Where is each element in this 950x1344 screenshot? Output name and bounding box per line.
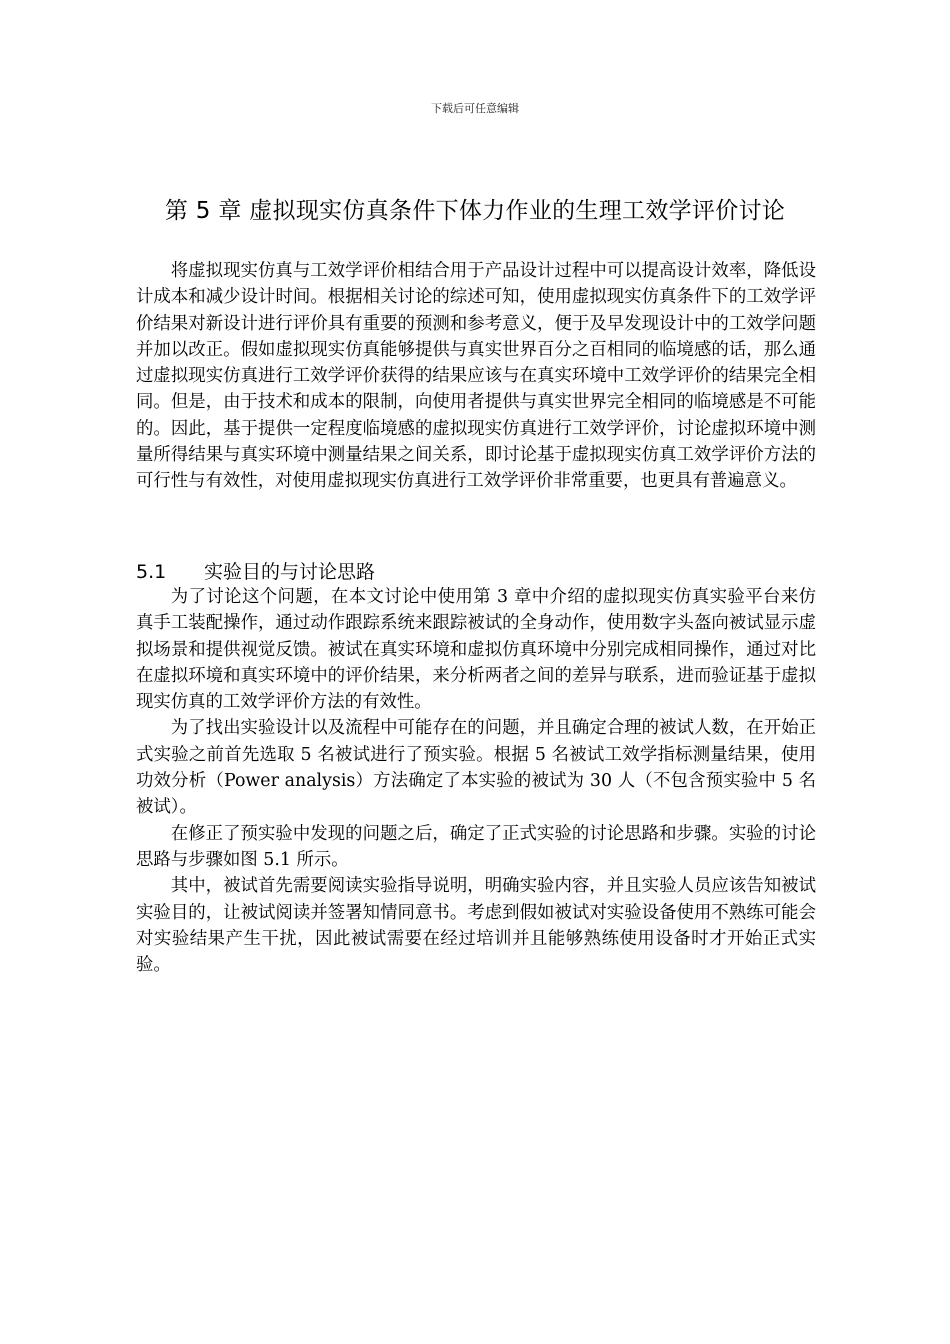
section-title: 实验目的与讨论思路 [204, 561, 376, 583]
section-paragraph: 为了讨论这个问题，在本文讨论中使用第 3 章中介绍的虚拟现实仿真实验平台来仿真手工装配操作，通过动作跟踪系统来跟踪被试的全身动作，使用数字头盔向被试显示虚拟场景和提供视觉反馈。被试在真实环境和虚拟仿真环境中分别完成相同操作，通过对比在虚拟环境和真实环境中的评价结果，来分析两者之间的差异与联系，进而验证基于虚拟现实仿真的工效学评价方法的有效性。 [136, 587, 816, 713]
section-paragraph: 其中，被试首先需要阅读实验指导说明，明确实验内容，并且实验人员应该告知被试实验目的，让被试阅读并签署知情同意书。考虑到假如被试对实验设备使用不熟练可能会对实验结果产生干扰，因此被试需要在经过培训并且能够熟练使用设备时才开始正式实验。 [136, 876, 816, 976]
intro-paragraph: 将虚拟现实仿真与工效学评价相结合用于产品设计过程中可以提高设计效率，降低设计成本和减少设计时间。根据相关讨论的综述可知，使用虚拟现实仿真条件下的工效学评价结果对新设计进行评价具有重要的预测和参考意义，便于及早发现设计中的工效学问题并加以改正。假如虚拟现实仿真能够提供与真实世界百分之百相同的临境感的话，那么通过虚拟现实仿真进行工效学评价获得的结果应该与在真实环境中工效学评价的结果完全相同。但是，由于技术和成本的限制，向使用者提供与真实世界完全相同的临境感是不可能的。因此，基于提供一定程度临境感的虚拟现实仿真进行工效学评价，讨论虚拟环境中测量所得结果与真实环境中测量结果之间关系，即讨论基于虚拟现实仿真工效学评价方法的可行性与有效性，对使用虚拟现实仿真进行工效学评价非常重要，也更具有普遍意义。 [136, 261, 816, 492]
intro-block [136, 258, 816, 495]
section-body [136, 584, 816, 978]
section-heading [136, 557, 375, 584]
section-paragraph: 为了找出实验设计以及流程中可能存在的问题，并且确定合理的被试人数，在开始正式实验之前首先选取 5 名被试进行了预实验。根据 5 名被试工效学指标测量结果，使用功效分析（Power analysis）方法确定了本实验的被试为 30 人（不包含预实验中 5 名被试）。 [136, 718, 816, 818]
section-number: 5.1 [136, 561, 167, 583]
section-paragraph: 在修正了预实验中发现的问题之后，确定了正式实验的讨论思路和步骤。实验的讨论思路与步骤如图 5.1 所示。 [136, 823, 816, 870]
chapter-title: 第 5 章 虚拟现实仿真条件下体力作业的生理工效学评价讨论 [164, 198, 786, 224]
header-note: 下载后可任意编辑 [431, 102, 519, 115]
